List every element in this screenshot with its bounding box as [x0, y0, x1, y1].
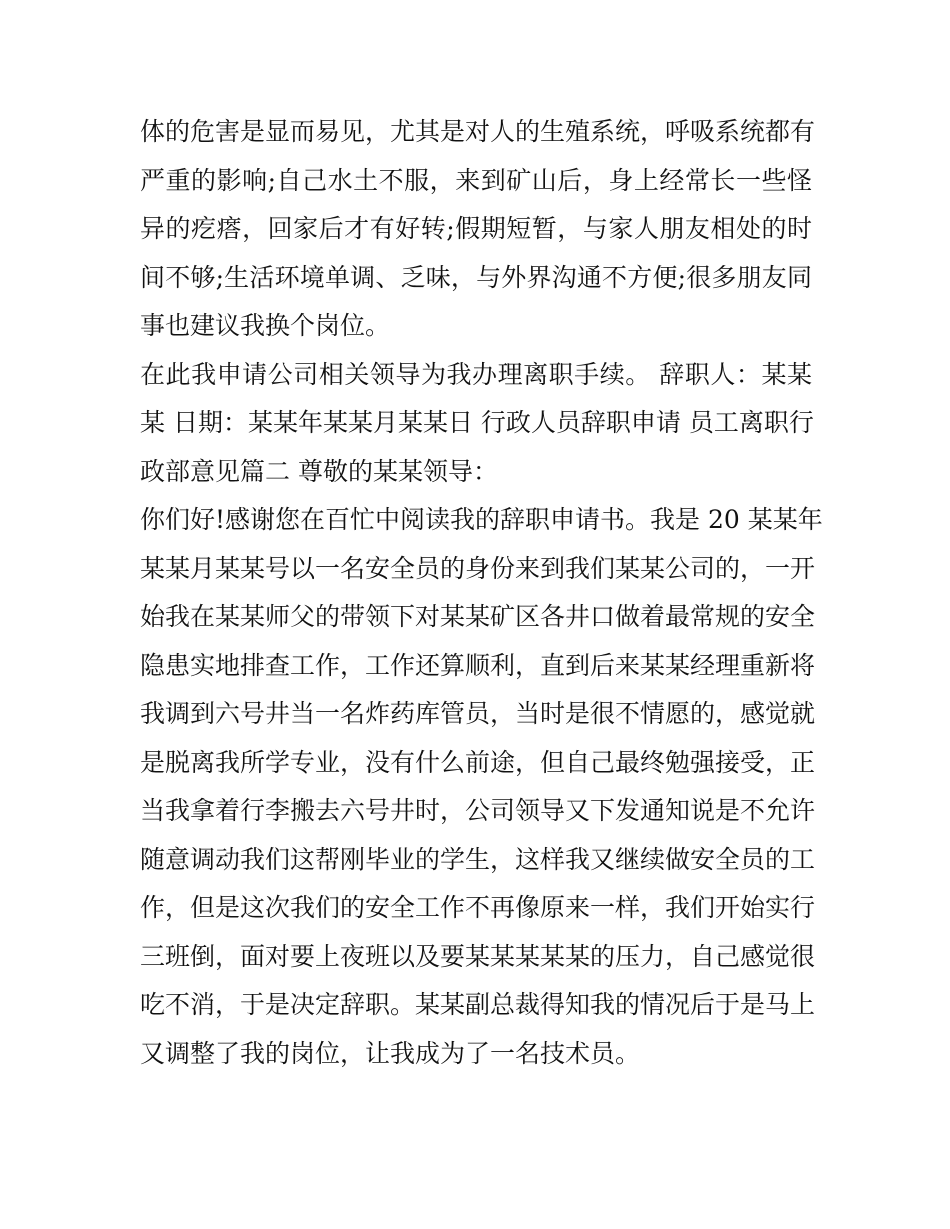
paragraph-3 [140, 496, 823, 1078]
text-line: 又调整了我的岗位，让我成为了一名技术员。 [140, 1038, 641, 1068]
text-line: 吃不消，于是决定辞职。某某副总裁得知我的情况后于是马上 [140, 990, 816, 1019]
text-line: 三班倒，面对要上夜班以及要某某某某某的压力，自己感觉很 [140, 941, 816, 971]
text-line: 隐患实地排查工作，工作还算顺利，直到后来某某经理重新将 [140, 650, 816, 680]
text-line: 我调到六号井当一名炸药库管员，当时是很不情愿的，感觉就 [140, 699, 816, 728]
text-line: 某某月某某号以一名安全员的身份来到我们某某公司的，一开 [140, 553, 816, 583]
text-line: 作，但是这次我们的安全工作不再像原来一样，我们开始实行 [140, 893, 816, 922]
text-line: 某 日期：某某年某某月某某日 行政人员辞职申请 员工离职行 [140, 408, 814, 437]
text-line: 你们好!感谢您在百忙中阅读我的辞职申请书。我是 20 某某年 [140, 505, 823, 534]
paragraph-1 [140, 108, 816, 351]
text-line: 异的疙瘩，回家后才有好转;假期短暂，与家人朋友相处的时 [140, 214, 812, 243]
text-line: 体的危害是显而易见，尤其是对人的生殖系统，呼吸系统都有 [140, 117, 816, 146]
text-line: 是脱离我所学专业，没有什么前途，但自己最终勉强接受，正 [140, 747, 816, 777]
paragraph-2 [140, 351, 812, 497]
text-line: 事也建议我换个岗位。 [140, 311, 391, 340]
document-body [140, 108, 823, 1078]
text-line: 间不够;生活环境单调、乏味，与外界沟通不方便;很多朋友同 [140, 262, 812, 292]
text-line: 始我在某某师父的带领下对某某矿区各井口做着最常规的安全 [140, 602, 816, 631]
text-line: 政部意见篇二 尊敬的某某领导： [140, 456, 498, 486]
text-line: 当我拿着行李搬去六号井时，公司领导又下发通知说是不允许 [140, 796, 816, 825]
text-line: 在此我申请公司相关领导为我办理离职手续。 辞职人：某某 [140, 359, 812, 389]
text-line: 随意调动我们这帮刚毕业的学生，这样我又继续做安全员的工 [140, 844, 816, 874]
text-line: 严重的影响;自己水土不服，来到矿山后，身上经常长一些怪 [140, 165, 812, 195]
